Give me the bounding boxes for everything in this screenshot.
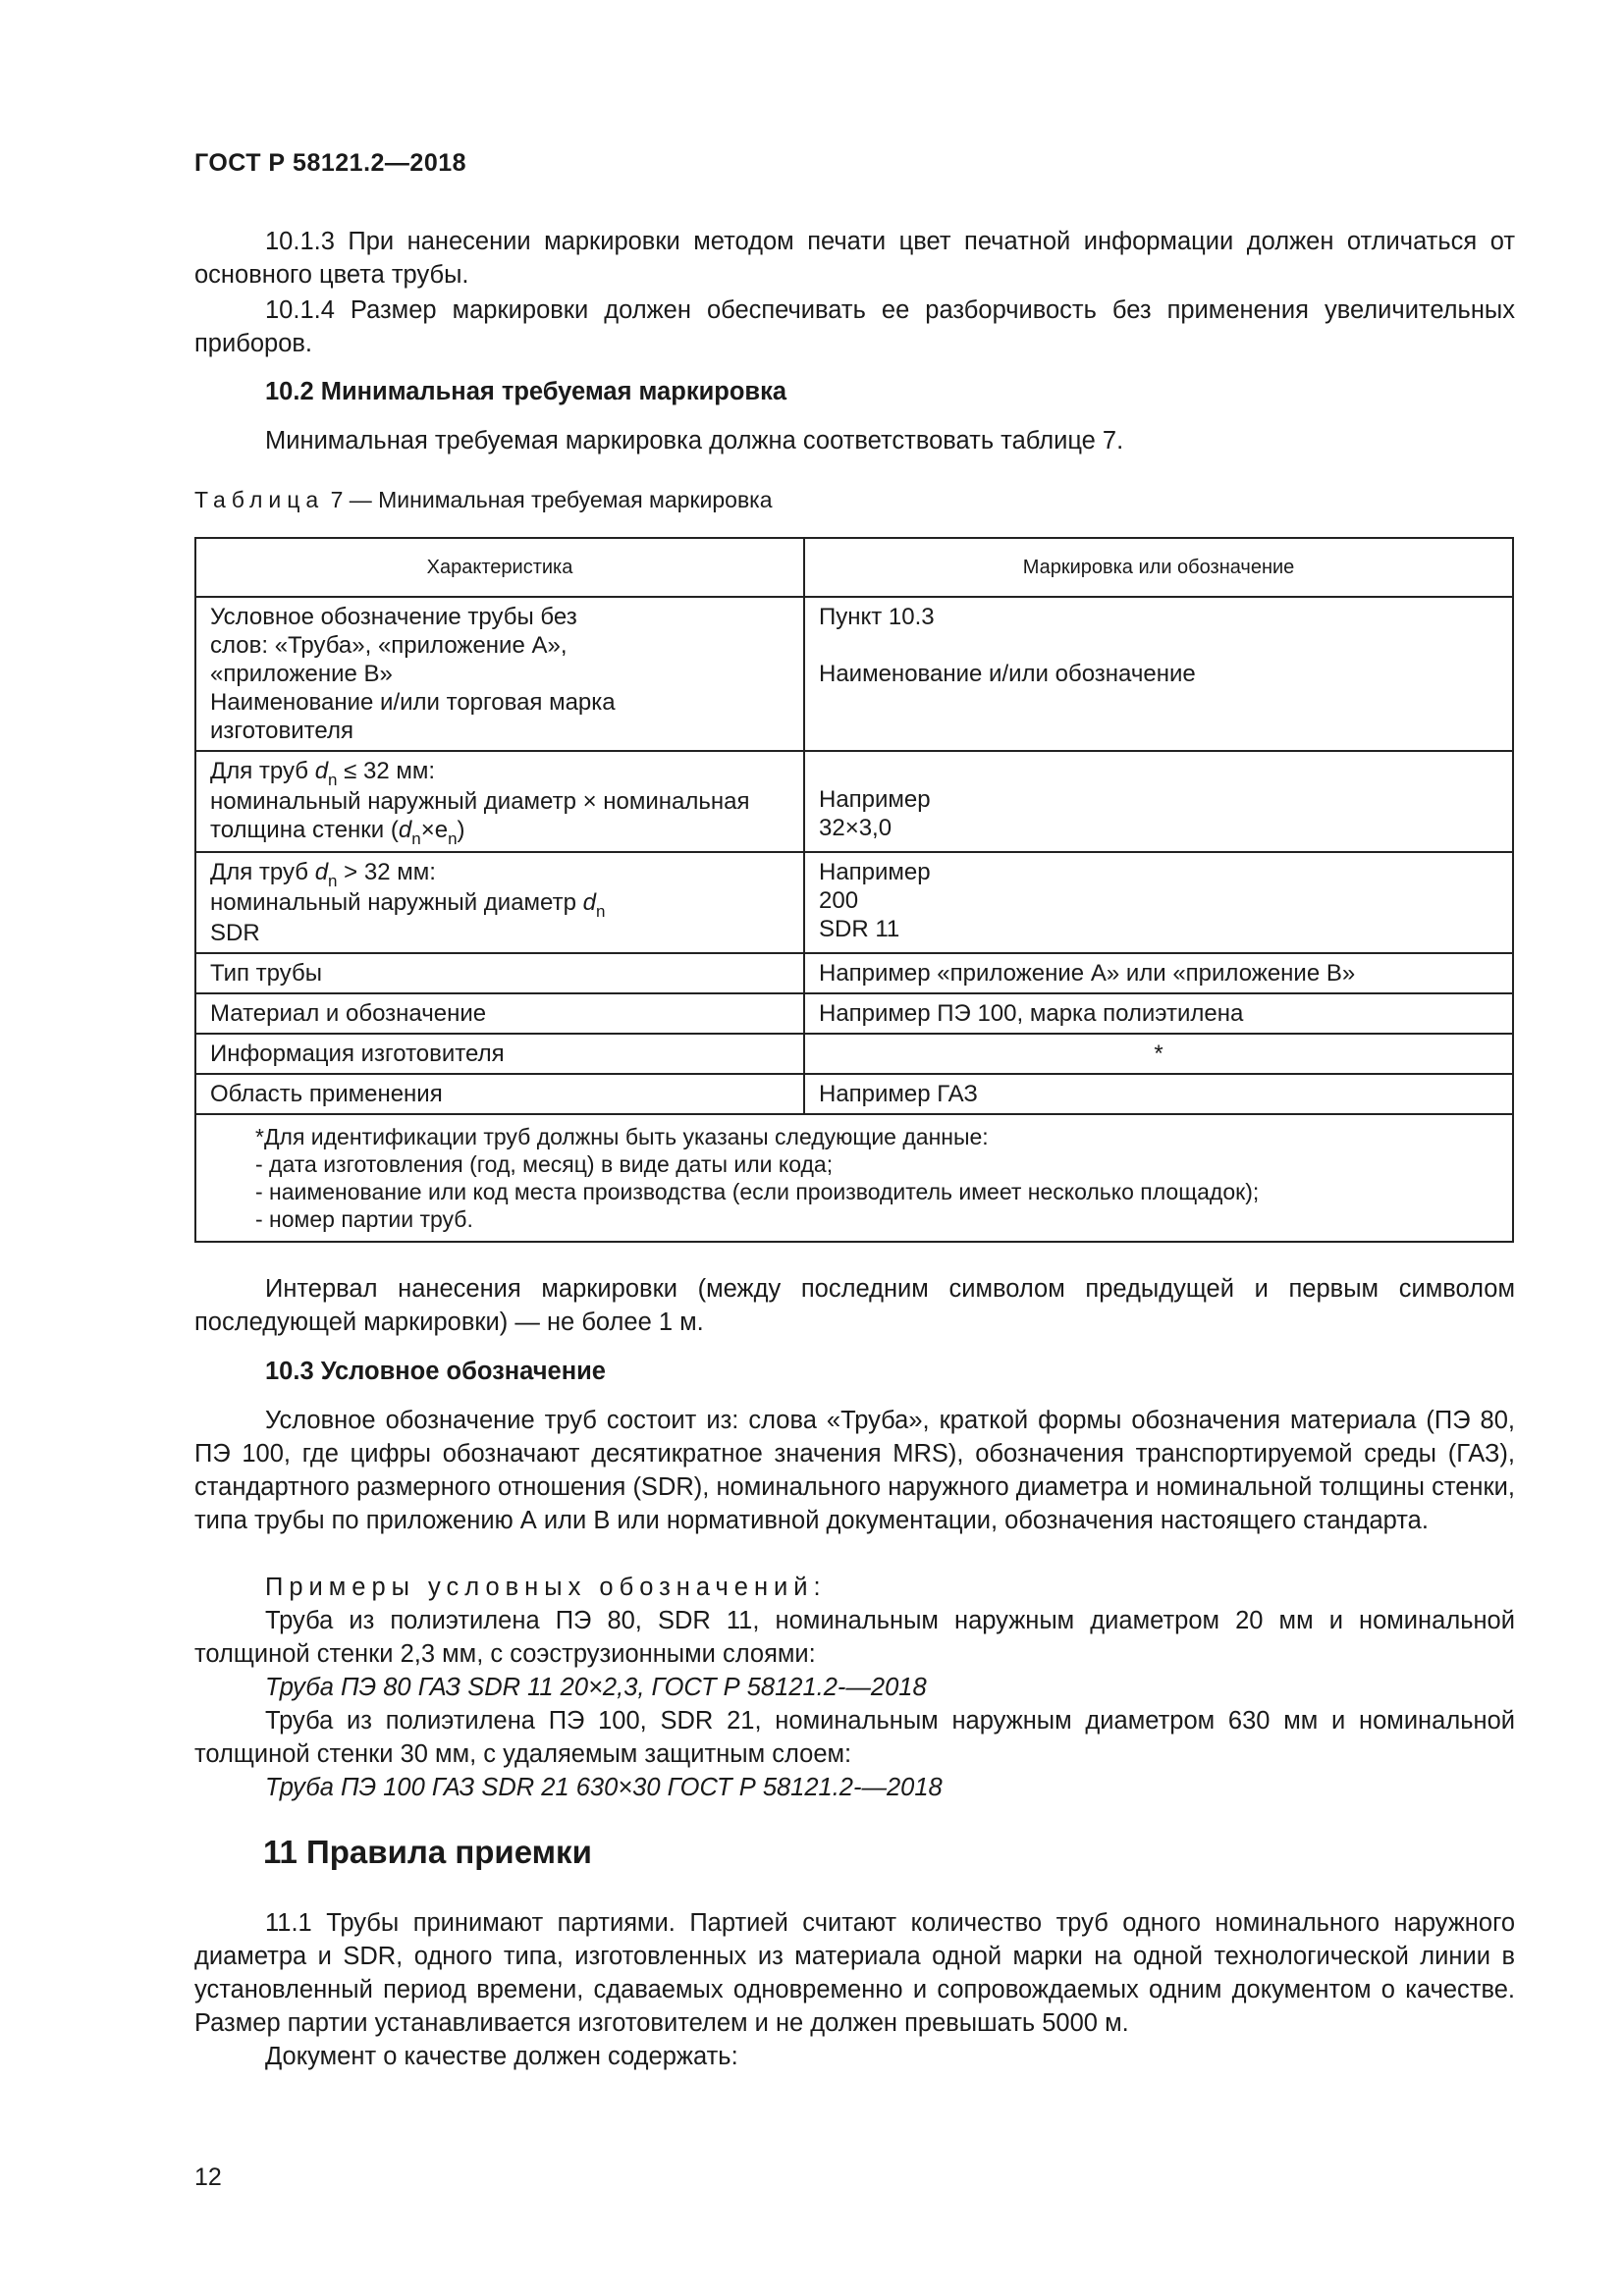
table-cell: Тип трубы [195,953,804,993]
subscript-n: n [448,829,458,848]
text-run: ×e [420,817,449,843]
cell-line [210,858,789,888]
paragraph-10-3: Условное обозначение труб состоит из: слова «Труба», краткой формы обозначения материала (ПЭ 80, ПЭ 100, где цифры обозначают десятикратное значения MRS), обозначения транспортируемой среды (ГАЗ), стандартного размерного отношения (SDR), номинального наружного диаметра и номинальной толщины стенки, типа трубы по приложению А или В или нормативной документации, обозначения настоящего стандарта. [194,1407,1515,1534]
cell-line: Например [819,786,931,813]
table-header-row [195,538,1513,597]
table-cell [804,751,1513,852]
paragraph-interval: Интервал нанесения маркировки (между последним символом предыдущей и первым символом последующей маркировки) — не более 1 м. [194,1275,1515,1336]
table-cell [195,852,804,953]
cell-line: Условное обозначение трубы без [210,604,577,630]
symbol-d: d [582,889,596,916]
subscript-n: n [328,872,338,890]
table-row [195,953,1513,993]
table-row [195,1034,1513,1074]
paragraph-10-1-3: 10.1.3 При нанесении маркировки методом печати цвет печатной информации должен отличаться от основного цвета трубы. [194,228,1515,289]
table-cell [804,597,1513,751]
text-run: номинальный наружный диаметр [210,889,583,916]
cell-line: номинальный наружный диаметр × номинальная [210,788,750,815]
column-header-marking: Маркировка или обозначение [804,538,1513,597]
cell-line: 200 [819,887,859,914]
cell-line: Например [819,859,931,885]
example-2-code: Труба ПЭ 100 ГАЗ SDR 21 630×30 ГОСТ Р 58121.2-—2018 [265,1774,943,1801]
note-line: *Для идентификации труб должны быть указаны следующие данные: [255,1124,989,1149]
cell-line: SDR 11 [819,916,900,942]
text-run: Для труб [210,758,315,784]
cell-line: Наименование и/или обозначение [819,661,1196,687]
subscript-n: n [411,829,421,848]
subscript-n: n [595,902,606,921]
paragraph-10-1-4: 10.1.4 Размер маркировки должен обеспечивать ее разборчивость без применения увеличительных приборов. [194,296,1515,357]
example-2-text: Труба из полиэтилена ПЭ 100, SDR 21, номинальным наружным диаметром 630 мм и номинальной толщиной стенки 30 мм, с удаляемым защитным слоем: [194,1707,1515,1768]
marking-table [194,537,1514,1243]
table-cell: Информация изготовителя [195,1034,804,1074]
table-cell [195,597,804,751]
cell-line: 32×3,0 [819,815,893,841]
text-run: Для труб [210,859,315,885]
symbol-d: d [314,859,329,885]
cell-line: Пункт 10.3 [819,604,935,630]
table-caption-text: 7 — Минимальная требуемая маркировка [324,487,773,512]
examples-label: Примеры условных обозначений: [265,1574,827,1601]
cell-line [210,816,789,846]
text-run: ) [457,817,465,843]
section-heading-10-3: 10.3 Условное обозначение [265,1358,606,1385]
column-header-characteristic: Характеристика [195,538,804,597]
table-caption-label: Таблица [194,487,325,512]
note-line: - номер партии труб. [255,1206,473,1232]
cell-line [210,888,789,919]
table-cell: Область применения [195,1074,804,1114]
section-heading-11: 11 Правила приемки [263,1834,592,1870]
text-run: > 32 мм: [337,859,436,885]
example-1-text: Труба из полиэтилена ПЭ 80, SDR 11, номинальным наружным диаметром 20 мм и номинальной толщиной стенки 2,3 мм, с соэструзионными слоями: [194,1607,1515,1668]
symbol-d: d [398,817,412,843]
cell-line: Наименование и/или торговая марка [210,689,616,716]
page-number: 12 [194,2163,222,2191]
paragraph-10-2: Минимальная требуемая маркировка должна соответствовать таблице 7. [265,427,1124,454]
cell-line: «приложение В» [210,661,393,687]
table-cell [804,852,1513,953]
table-cell: Например ПЭ 100, марка полиэтилена [804,993,1513,1034]
note-line: - наименование или код места производства (если производитель имеет несколько площадок); [255,1179,1260,1204]
example-1-code: Труба ПЭ 80 ГАЗ SDR 11 20×2,3, ГОСТ Р 58121.2-—2018 [265,1674,927,1701]
table-row [195,852,1513,953]
table-cell [195,751,804,852]
document-header: ГОСТ Р 58121.2—2018 [194,149,467,177]
symbol-d: d [314,758,329,784]
table-row [195,1074,1513,1114]
cell-line: изготовителя [210,718,353,744]
paragraph-quality-document: Документ о качестве должен содержать: [265,2043,738,2070]
cell-line [210,757,789,787]
table-row [195,993,1513,1034]
table-caption [194,487,773,513]
paragraph-11-1: 11.1 Трубы принимают партиями. Партией считают количество труб одного номинального наружного диаметра и SDR, одного типа, изготовленных из материала одной марки на одной технологической линии в установленный период времени, сдаваемых одновременно и сопровождаемых одним документом о качестве. Размер партии устанавливается изготовителем и не должен превышать 5000 м. [194,1909,1515,2037]
subscript-n: n [328,771,338,789]
text-run: ≤ 32 мм: [337,758,436,784]
table-cell: Например ГАЗ [804,1074,1513,1114]
section-heading-10-2: 10.2 Минимальная требуемая маркировка [265,378,787,405]
note-line: - дата изготовления (год, месяц) в виде даты или кода; [255,1151,834,1177]
cell-line: SDR [210,920,260,946]
table-row [195,597,1513,751]
table-row [195,751,1513,852]
table-note [195,1114,1513,1242]
table-cell: Например «приложение А» или «приложение В» [804,953,1513,993]
text-run: толщина стенки ( [210,817,399,843]
table-note-row [195,1114,1513,1242]
table-cell: Материал и обозначение [195,993,804,1034]
table-cell: * [804,1034,1513,1074]
cell-line: слов: «Труба», «приложение А», [210,632,568,659]
